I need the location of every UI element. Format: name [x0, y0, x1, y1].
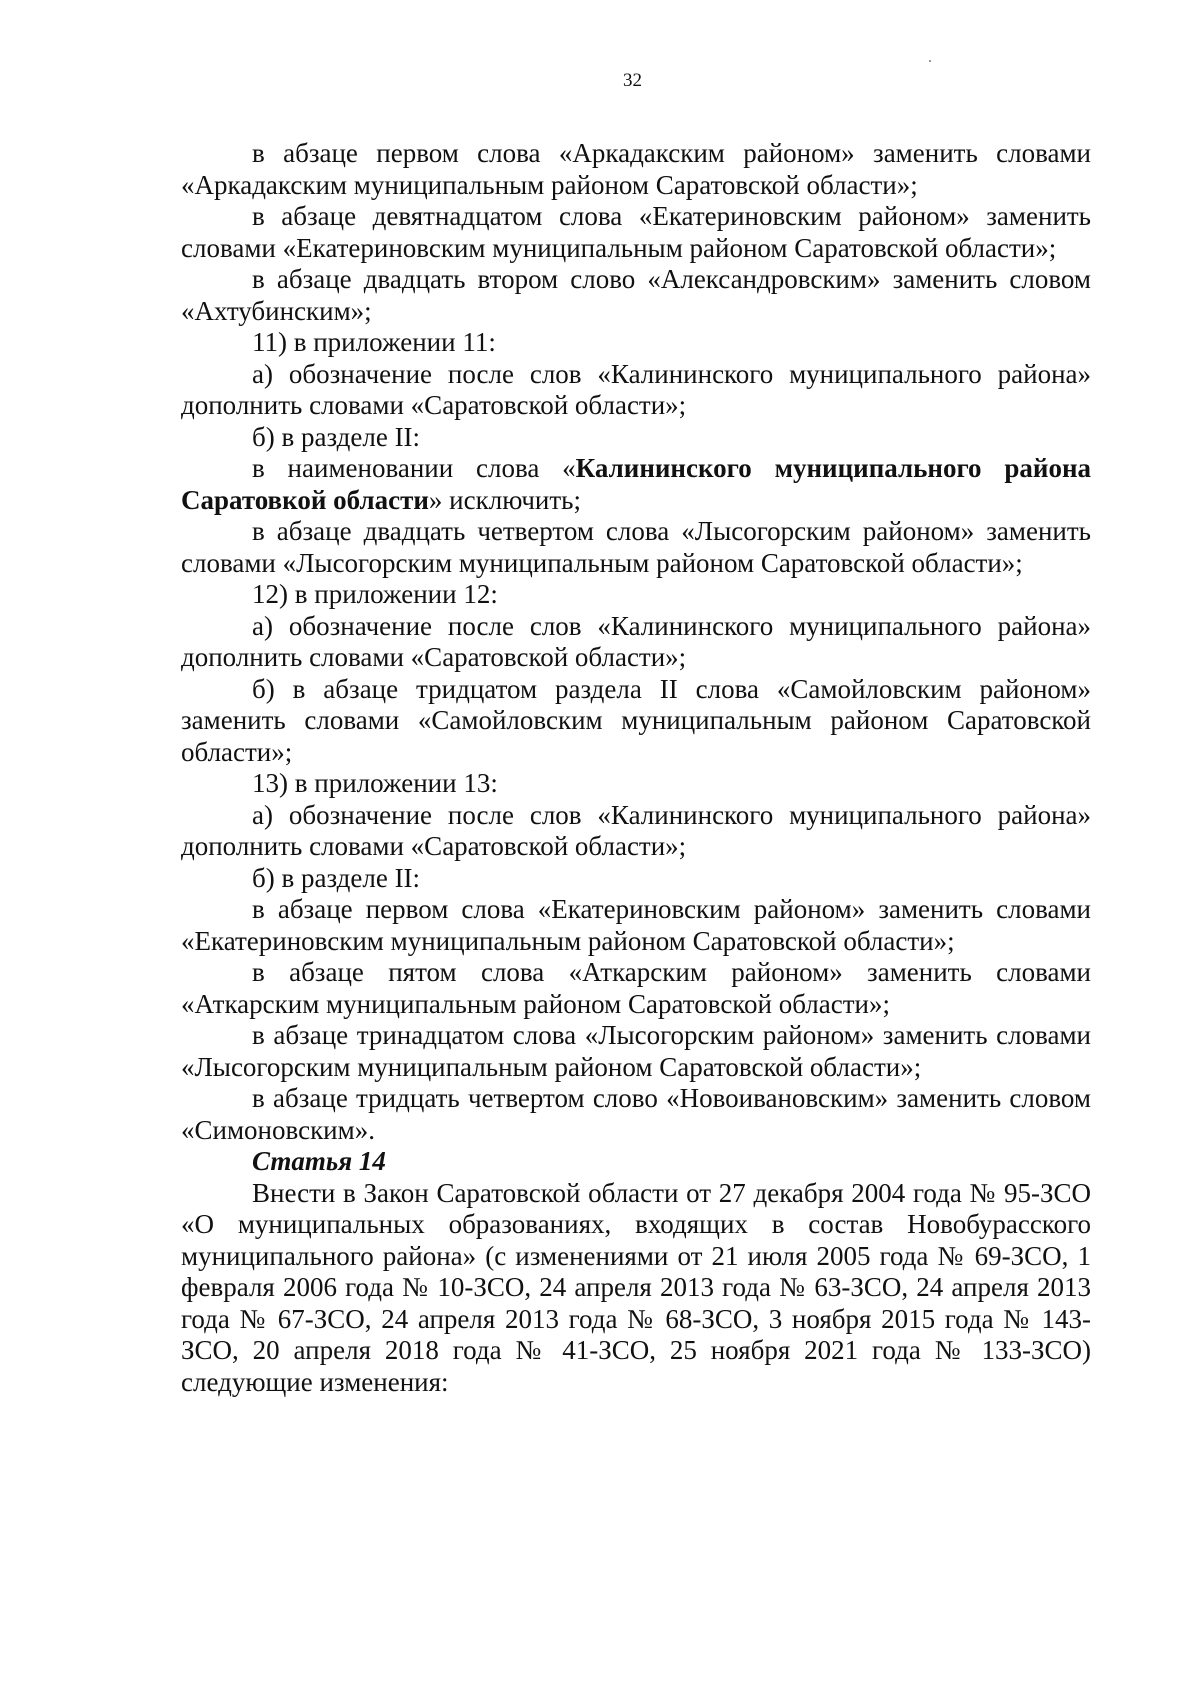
paragraph: а) обозначение после слов «Калининского муниципального района» дополнить словами «Саратовской области»; [181, 799, 1091, 861]
list-item-13: 13) в приложении 13: [252, 768, 498, 798]
paragraph: в абзаце пятом слова «Аткарским районом» заменить словами «Аткарским муниципальным районом Саратовской области»; [181, 957, 1091, 1019]
article-text: Внести в Закон Саратовской области от 27 декабря 2004 года № 95-ЗСО «О муниципальных образованиях, входящих в состав Новобурасского муниципального района» (с изменениями от 21 июля 2005 года № 69-ЗСО, 1 февраля 2006 года № 10-ЗСО, 24 апреля 2013 года № 63-ЗСО, 24 апреля 2013 года № 67-ЗСО, 24 апреля 2013 года № 68-ЗСО, 3 ноября 2015 года № 143-ЗСО, 20 апреля 2018 года № 41-ЗСО, 25 ноября 2021 года № 133-ЗСО) следующие изменения: [181, 1177, 1091, 1397]
paragraph: в абзаце первом слова «Екатериновским районом» заменить словами «Екатериновским муниципальным районом Саратовской области»; [181, 894, 1091, 956]
paragraph: в абзаце тринадцатом слова «Лысогорским районом» заменить словами «Лысогорским муниципальным районом Саратовской области»; [181, 1020, 1091, 1082]
paragraph: в абзаце двадцать четвертом слова «Лысогорским районом» заменить словами «Лысогорским муниципальным районом Саратовской области»; [181, 516, 1091, 578]
paragraph: а) обозначение после слов «Калининского муниципального района» дополнить словами «Саратовской области»; [181, 358, 1091, 420]
text-prefix: в наименовании слова « [252, 453, 576, 483]
paragraph: а) обозначение после слов «Калининского муниципального района» дополнить словами «Саратовской области»; [181, 610, 1091, 672]
paragraph: б) в разделе II: [252, 421, 421, 452]
document-body [181, 138, 1091, 1398]
paragraph: в абзаце тридцать четвертом слово «Новоивановским» заменить словом «Симоновским». [181, 1083, 1091, 1145]
scan-speck [929, 60, 931, 62]
paragraph: в абзаце первом слова «Аркадакским районом» заменить словами «Аркадакским муниципальным районом Саратовской области»; [181, 138, 1091, 200]
page-number: 32 [623, 70, 642, 91]
paragraph: б) в разделе II: [252, 862, 421, 893]
paragraph: б) в абзаце тридцатом раздела II слова «Самойловским районом» заменить словами «Самойловским муниципальным районом Саратовской области»; [181, 673, 1091, 767]
list-item-12: 12) в приложении 12: [252, 579, 498, 609]
bold-text: Калининского муниципального района Саратовкой области [181, 453, 1091, 515]
paragraph: в абзаце двадцать втором слово «Александровским» заменить словом «Ахтубинским»; [181, 264, 1091, 326]
text-suffix: » исключить; [428, 484, 581, 515]
list-item-11: 11) в приложении 11: [252, 327, 496, 357]
paragraph-with-bold [181, 453, 1091, 516]
article-heading: Статья 14 [252, 1146, 386, 1176]
paragraph: в абзаце девятнадцатом слова «Екатериновским районом» заменить словами «Екатериновским муниципальным районом Саратовской области»; [181, 201, 1091, 263]
